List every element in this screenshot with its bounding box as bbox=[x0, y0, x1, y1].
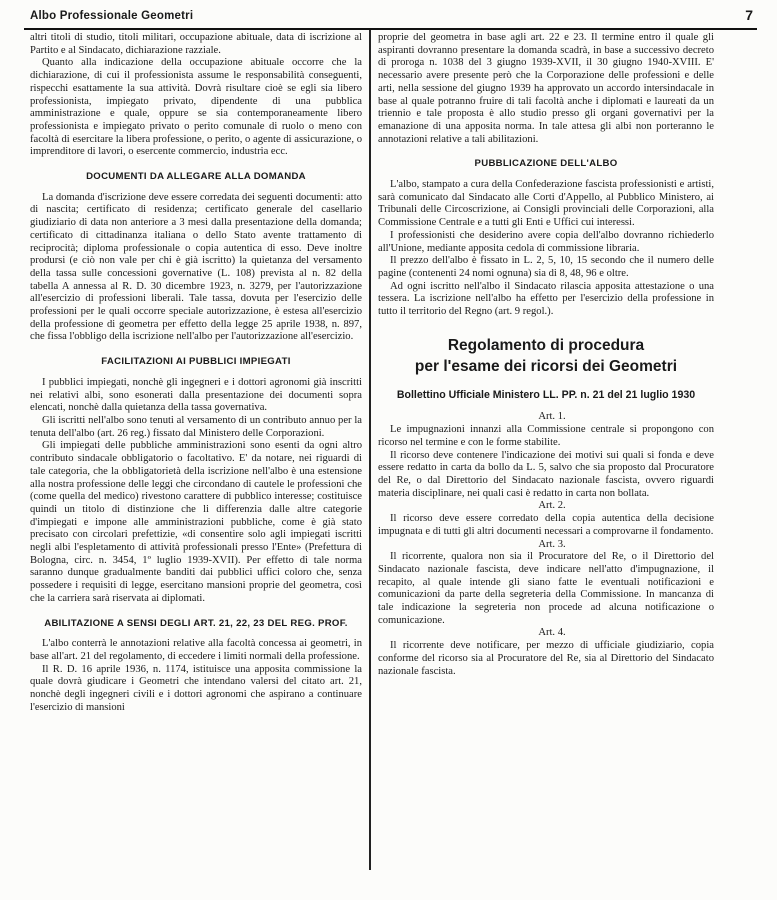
article-text: Il ricorso deve essere corredato della copia autentica della decisione impugnata e di tutti gli altri documenti necessari a comprovarne il fondamento. bbox=[378, 513, 714, 537]
regulation-title bbox=[378, 335, 714, 377]
right-column bbox=[378, 32, 714, 678]
paragraph: proprie del geometra in base agli art. 22 e 23. Il termine entro il quale gli aspiranti dovranno presentare la domanda scadrà, in base a successivo decreto di proroga n. 1038 del 3 giugno 1939-XVII, il 30 giugno 1940-XVIII. E' necessario avere presente però che la Corporazione delle professioni e delle arti, nella sessione del giugno 1939 ha approvato un accordo intersindacale in base al quale potranno fruire di tali facoltà anche i diplomati e laureati da un triennio e tale proposta è allo studio presso gli organi governativi per la emanazione di una apposita norma. In tale attesa gli albi non porteranno le annotazioni relative a tali abilitazioni. bbox=[378, 32, 714, 145]
running-title: Albo Professionale Geometri bbox=[30, 10, 194, 22]
paragraph: La domanda d'iscrizione deve essere corredata dei seguenti documenti: atto di nascita; certificato di residenza; certificato generale del casellario giudiziario di data non anteriore a 3 mesi dalla presentazione della domanda; certificato di cittadinanza italiana o dello Stato avente trattamento di reciprocità; diploma professionale o copia autentica di esso. Deve inoltre prodursi (e ciò non vale per chi è già iscritto) la quietanza del versamento della tassa sulle concessioni governative (L. 108) prevista al n. 82 della tabella A annessa al R. D. 30 dicembre 1923, n. 3279, per l'autorizzazione all'esercizio di professioni liberali. Tale tassa, dovuta per l'esercizio delle professioni per le quali occorre speciale autorizzazione, è estesa all'esercizio della professione di geometra per effetto della legge 25 aprile 1938, n. 897, che fissa l'obbligo della iscrizione nell'albo per l'autorizzazione all'esercizio. bbox=[30, 191, 362, 343]
paragraph: I professionisti che desiderino avere copia dell'albo dovranno richiederlo all'Unione, mediante apposita cedola di commissione libraria. bbox=[378, 229, 714, 254]
article-label: Art. 3. bbox=[538, 538, 566, 550]
section-heading-abilitation: ABILITAZIONE A SENSI DEGLI ART. 21, 22, 23 DEL REG. PROF. bbox=[44, 617, 348, 629]
article-label: Art. 4. bbox=[538, 627, 566, 639]
paragraph: Il prezzo dell'albo è fissato in L. 2, 5, 10, 15 secondo che il numero delle pagine (contenenti 24 nomi ognuna) sia di 8, 48, 96 e oltre. bbox=[378, 255, 714, 279]
article-label: Art. 2. bbox=[538, 500, 566, 512]
left-column bbox=[30, 32, 362, 714]
paragraph: L'albo conterrà le annotazioni relative alla facoltà concessa ai geometri, in base all'art. 21 del regolamento, di eccedere i limiti normali della professione. bbox=[30, 638, 362, 662]
paragraph: Ad ogni iscritto nell'albo il Sindacato rilascia apposita attestazione o una tessera. La iscrizione nell'albo ha effetto per l'esercizio della professione in tutto il territorio del Regno (art. 9 regol.). bbox=[378, 280, 714, 318]
article-text: Il ricorrente deve notificare, per mezzo di ufficiale giudiziario, copia conforme del ricorso sia al Procuratore del Re, sia al Direttorio del Sindacato nazionale fascista. bbox=[378, 640, 714, 677]
paragraph: altri titoli di studio, titoli militari, occupazione abituale, data di iscrizione al Partito e al Sindacato, dichiarazione razziale. bbox=[30, 32, 362, 56]
article-text: Il ricorrente, qualora non sia il Procuratore del Re, o il Direttorio del Sindacato nazionale fascista, deve indicare nell'atto d'impugnazione, il recapito, al quale intende gli siano fatte le eventuali notificazioni e comunicazioni da parte della segreteria della Commissione. In mancanza di tale indicazione la segreteria non procede ad alcuna notificazione o comunicazione. bbox=[378, 551, 714, 626]
article-label: Art. 1. bbox=[538, 411, 566, 423]
article-text: Le impugnazioni innanzi alla Commissione centrale si propongono con ricorso nel termine e con le forme stabilite. bbox=[378, 424, 714, 448]
section-heading-publication: PUBBLICAZIONE DELL'ALBO bbox=[474, 158, 618, 170]
paragraph: Gli impiegati delle pubbliche amministrazioni sono esenti da ogni altro contributo sindacale obbligatorio o facoltativo. E' da notare, nei riguardi di tale categoria, che la obbligatorietà della iscrizione nell'albo è una estensione alla nostra professione delle leggi che circondano di cautele le professioni che (come quella del medico) rivestono carattere di pubblico interesse; costituisce quindi un titolo di distinzione che li differenzia dalle altre categorie d'impiegati e impone alle amministrazioni pubbliche, come è già stato precisato con circolari prefettizie, «di consentire solo agli impiegati iscritti negli albi l'espletamento di attività professionali presso l'Ente» (Prefettura di Bologna, circ. n. 3454, 1º luglio 1939-XVII). Per effetto di tale norma saranno dunque gradualmente banditi dai pubblici uffici coloro che, senza possedere i requisiti di legge, esercitano mansioni proprie del geometra, così che la carriera sarà riservata ai diplomati. bbox=[30, 440, 362, 604]
paragraph: I pubblici impiegati, nonchè gli ingegneri e i dottori agronomi già inscritti nei relativi albi, sono esonerati dalla presentazione dei documenti sopra elencati, nonchè dalla quietanza della tassa governativa. bbox=[30, 376, 362, 414]
article-text: Il ricorso deve contenere l'indicazione dei motivi sui quali si fonda e deve essere redatto in carta da bollo da L. 5, salvo che sia proposto dal Procuratore del Re, o dal Direttorio del Sindacato nazionale fascista, ovvero riguardi materia disciplinare, nei quali casi è redatto in carta non bollata. bbox=[378, 449, 714, 499]
section-heading-documents: DOCUMENTI DA ALLEGARE ALLA DOMANDA bbox=[86, 171, 306, 183]
regulation-title-line: Regolamento di procedura bbox=[447, 336, 645, 354]
paragraph: Il R. D. 16 aprile 1936, n. 1174, istituisce una apposita commissione la quale dovrà giudicare i Geometri che intendano valersi del citato art. 21, nonchè degli ingegneri civili e i dottori agronomi che aspirano a continuare l'esercizio di mansioni bbox=[30, 663, 362, 713]
paragraph: Gli iscritti nell'albo sono tenuti al versamento di un contributo annuo per la tenuta dell'albo (art. 26 reg.) fissato dal Ministero delle Corporazioni. bbox=[30, 414, 362, 439]
column-divider bbox=[369, 30, 371, 870]
paragraph: L'albo, stampato a cura della Confederazione fascista professionisti e artisti, sarà comunicato dal Sindacato alle Corti d'Appello, al Pubblico Ministero, ai Tribunali delle Circoscrizione, ai Consigli provinciali delle Corporazioni, alla Commissione Centrale e a tutti gli Enti e Uffici cui interessi. bbox=[378, 179, 714, 229]
page-header bbox=[24, 6, 757, 30]
page-number: 7 bbox=[745, 7, 753, 23]
regulation-subtitle: Bollettino Ufficiale Ministero LL. PP. n. 21 del 21 luglio 1930 bbox=[396, 388, 696, 401]
section-heading-facilitations: FACILITAZIONI AI PUBBLICI IMPIEGATI bbox=[101, 356, 291, 368]
paragraph: Quanto alla indicazione della occupazione abituale occorre che la dichiarazione, di cui il professionista assume le responsabilità conseguenti, rispecchi esattamente la sua attività. Dovrà risultare cioè se egli sia libero professionista, impiegato privato, dipendente di una pubblica amministrazione e quale, oppure se sia contemporaneamente libero professionista e impiegato privato o perito comunale di ruolo o meno con facoltà di esercitare la libera professione, o perito, o agente di assicurazione, o imprenditore di lavori, o esercente commercio, industria ecc. bbox=[30, 57, 362, 158]
regulation-title-line: per l'esame dei ricorsi dei Geometri bbox=[414, 357, 678, 375]
